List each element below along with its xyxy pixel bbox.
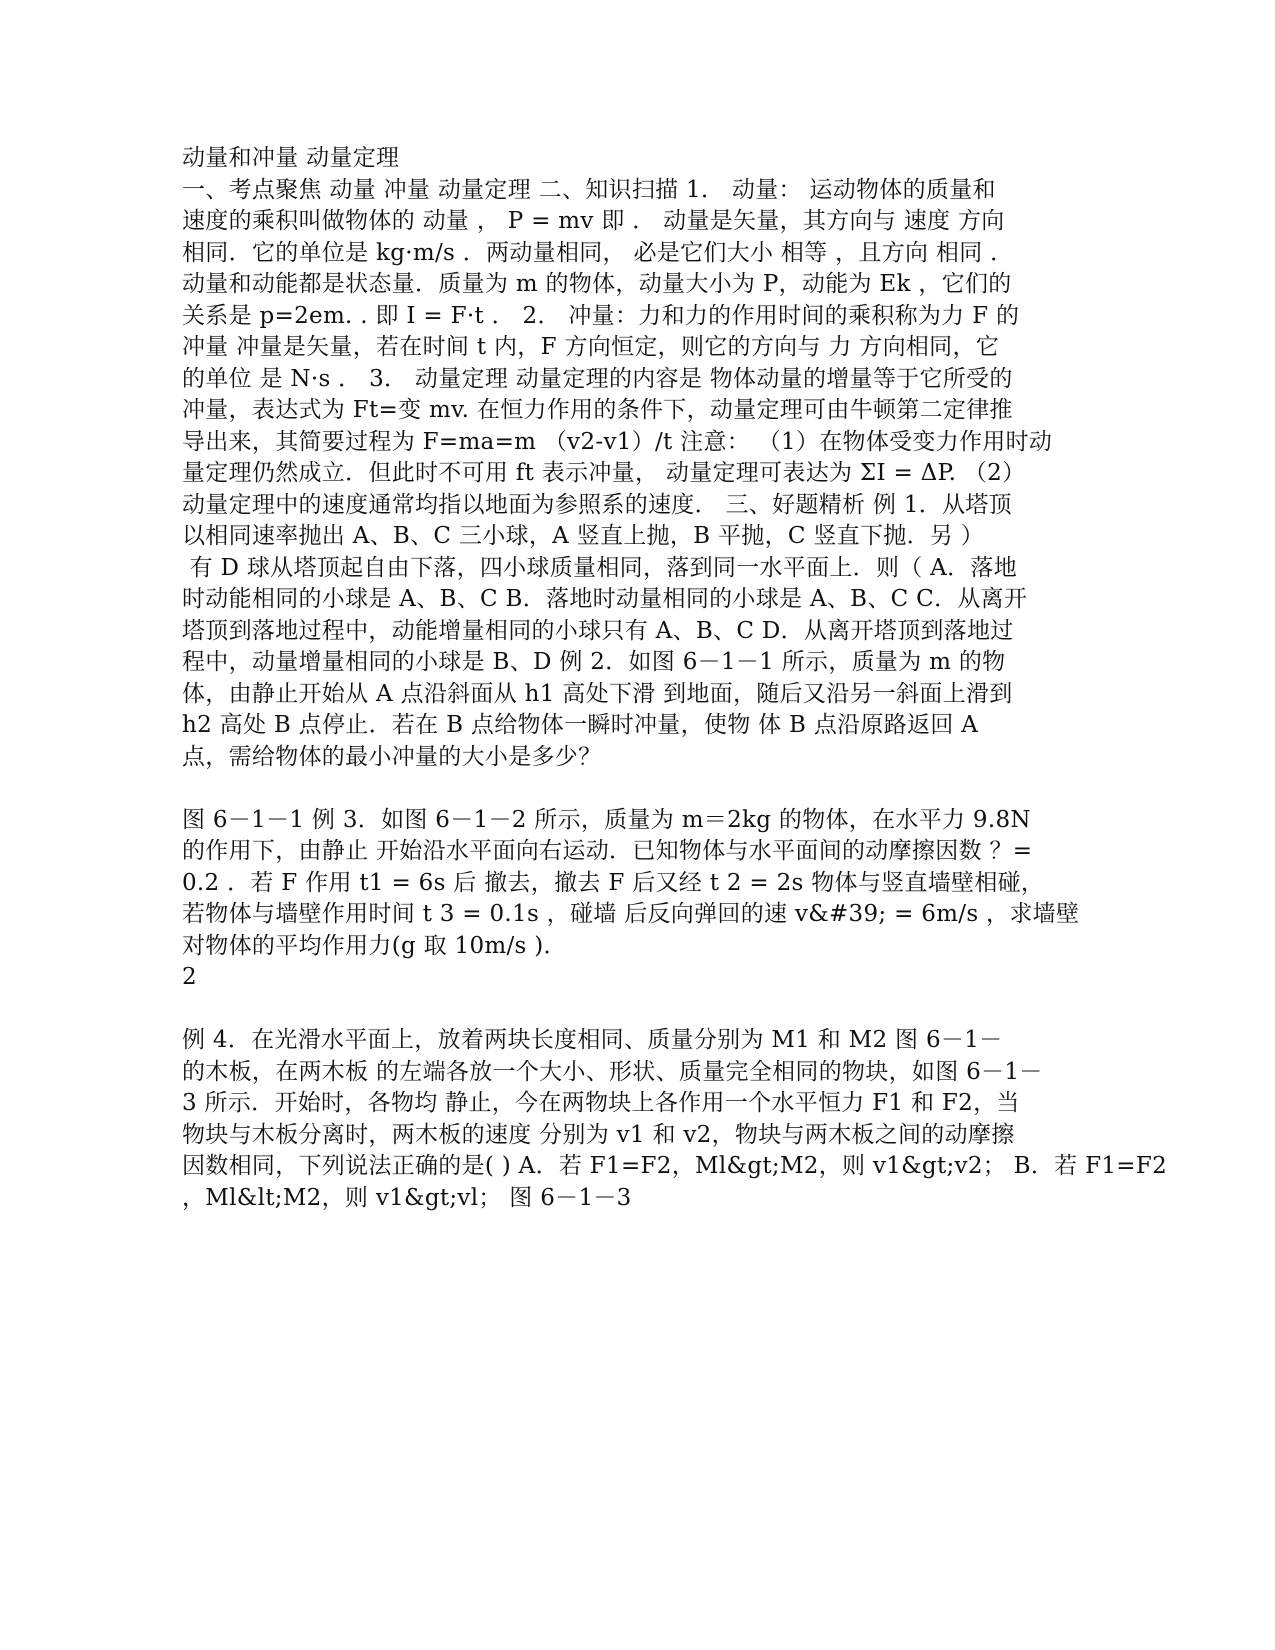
- paragraph-gap: [182, 773, 1092, 805]
- text-line: 动量和动能都是状态量．质量为 m 的物体，动量大小为 P，动能为 Ek ，它们的: [182, 271, 1012, 297]
- text-line: 点，需给物体的最小冲量的大小是多少？: [182, 743, 602, 770]
- text-line: 图 6－1－1 例 3．如图 6－1－2 所示，质量为 m＝2kg 的物体，在水平力 9.8N: [182, 806, 1031, 833]
- text-line: 对物体的平均作用力(g 取 10m/s )．: [182, 932, 567, 959]
- document-title: 动量和冲量 动量定理: [182, 145, 400, 171]
- text-line: ，Ml&lt;M2，则 v1&gt;vl； 图 6－1－3: [182, 1184, 632, 1211]
- text-line: 3 所示．开始时，各物均 静止，今在两物块上各作用一个水平恒力 F1 和 F2，当: [182, 1090, 1020, 1116]
- text-line: 以相同速率抛出 A、B、C 三小球，A 竖直上抛，B 平抛，C 竖直下抛．另 ）: [182, 523, 985, 549]
- text-line: 关系是 p=2em. . 即 I = F·t ． 2． 冲量：力和力的作用时间的乘积称为力 F 的: [182, 302, 1020, 329]
- text-line: 程中，动量增量相同的小球是 B、D 例 2．如图 6－1－1 所示，质量为 m 的物: [182, 649, 1006, 675]
- text-line: 物块与木板分离时，两木板的速度 分别为 v1 和 v2，物块与两木板之间的动摩擦: [182, 1121, 1015, 1148]
- text-line: 时动能相同的小球是 A、B、C B．落地时动量相同的小球是 A、B、C C．从离开: [182, 586, 1028, 612]
- text-line: 塔顶到落地过程中，动能增量相同的小球只有 A、B、C D．从离开塔顶到落地过: [182, 617, 1014, 644]
- text-line: 量定理仍然成立．但此时不可用 ft 表示冲量， 动量定理可表达为 ΣI = ΔP. （2）: [182, 460, 1026, 486]
- text-line: 2: [182, 964, 197, 990]
- text-line: 若物体与墙壁作用时间 t 3 = 0.1s ，碰墙 后反向弹回的速 v&#39; = 6m/s ，求墙壁: [182, 901, 1080, 927]
- text-line: 有 D 球从塔顶起自由下落，四小球质量相同，落到同一水平面上．则（ A．落地: [182, 554, 1017, 581]
- text-line: 冲量，表达式为 Ft=变 mv. 在恒力作用的条件下，动量定理可由牛顿第二定律推: [182, 397, 1013, 423]
- text-line: 例 4．在光滑水平面上，放着两块长度相同、质量分别为 M1 和 M2 图 6－1－: [182, 1027, 1003, 1053]
- text-line: 一、考点聚焦 动量 冲量 动量定理 二、知识扫描 1． 动量： 运动物体的质量和: [182, 176, 996, 203]
- text-line: 的木板，在两木板 的左端各放一个大小、形状、质量完全相同的物块，如图 6－1－: [182, 1058, 1043, 1085]
- text-line: 的单位 是 N·s ． 3． 动量定理 动量定理的内容是 物体动量的增量等于它所受的: [182, 365, 1013, 392]
- text-line: 动量定理中的速度通常均指以地面为参照系的速度． 三、好题精析 例 1．从塔顶: [182, 491, 1012, 518]
- text-line: 因数相同，下列说法正确的是( ) A．若 F1=F2，Ml&gt;M2，则 v1&gt;v2； B．若 F1=F2: [182, 1153, 1168, 1179]
- text-line: 冲量 冲量是矢量，若在时间 t 内，F 方向恒定，则它的方向与 力 方向相同，它: [182, 334, 1000, 360]
- text-line: 的作用下，由静止 开始沿水平面向右运动．已知物体与水平面间的动摩擦因数 ？=: [182, 838, 1033, 864]
- text-line: h2 高处 B 点停止．若在 B 点给物体一瞬时冲量，使物 体 B 点沿原路返回 A: [182, 712, 979, 738]
- text-line: 速度的乘积叫做物体的 动量 ， P = mv 即 ． 动量是矢量，其方向与 速度 方向: [182, 208, 1005, 234]
- text-line: 0.2 ．若 F 作用 t1 = 6s 后 撤去，撤去 F 后又经 t 2 = 2s 物体与竖直墙壁相碰，: [182, 869, 1045, 896]
- text-line: 体，由静止开始从 A 点沿斜面从 h1 高处下滑 到地面，随后又沿另一斜面上滑到: [182, 680, 1013, 707]
- document-body: [182, 143, 1168, 1214]
- text-line: 相同．它的单位是 kg·m/s ．两动量相同， 必是它们大小 相等 ，且方向 相同 ．: [182, 239, 1014, 266]
- paragraph-gap: [182, 994, 1092, 1026]
- text-line: 导出来，其简要过程为 F=ma=m （v2-v1）/t 注意： （1）在物体受变力作用时动: [182, 428, 1053, 455]
